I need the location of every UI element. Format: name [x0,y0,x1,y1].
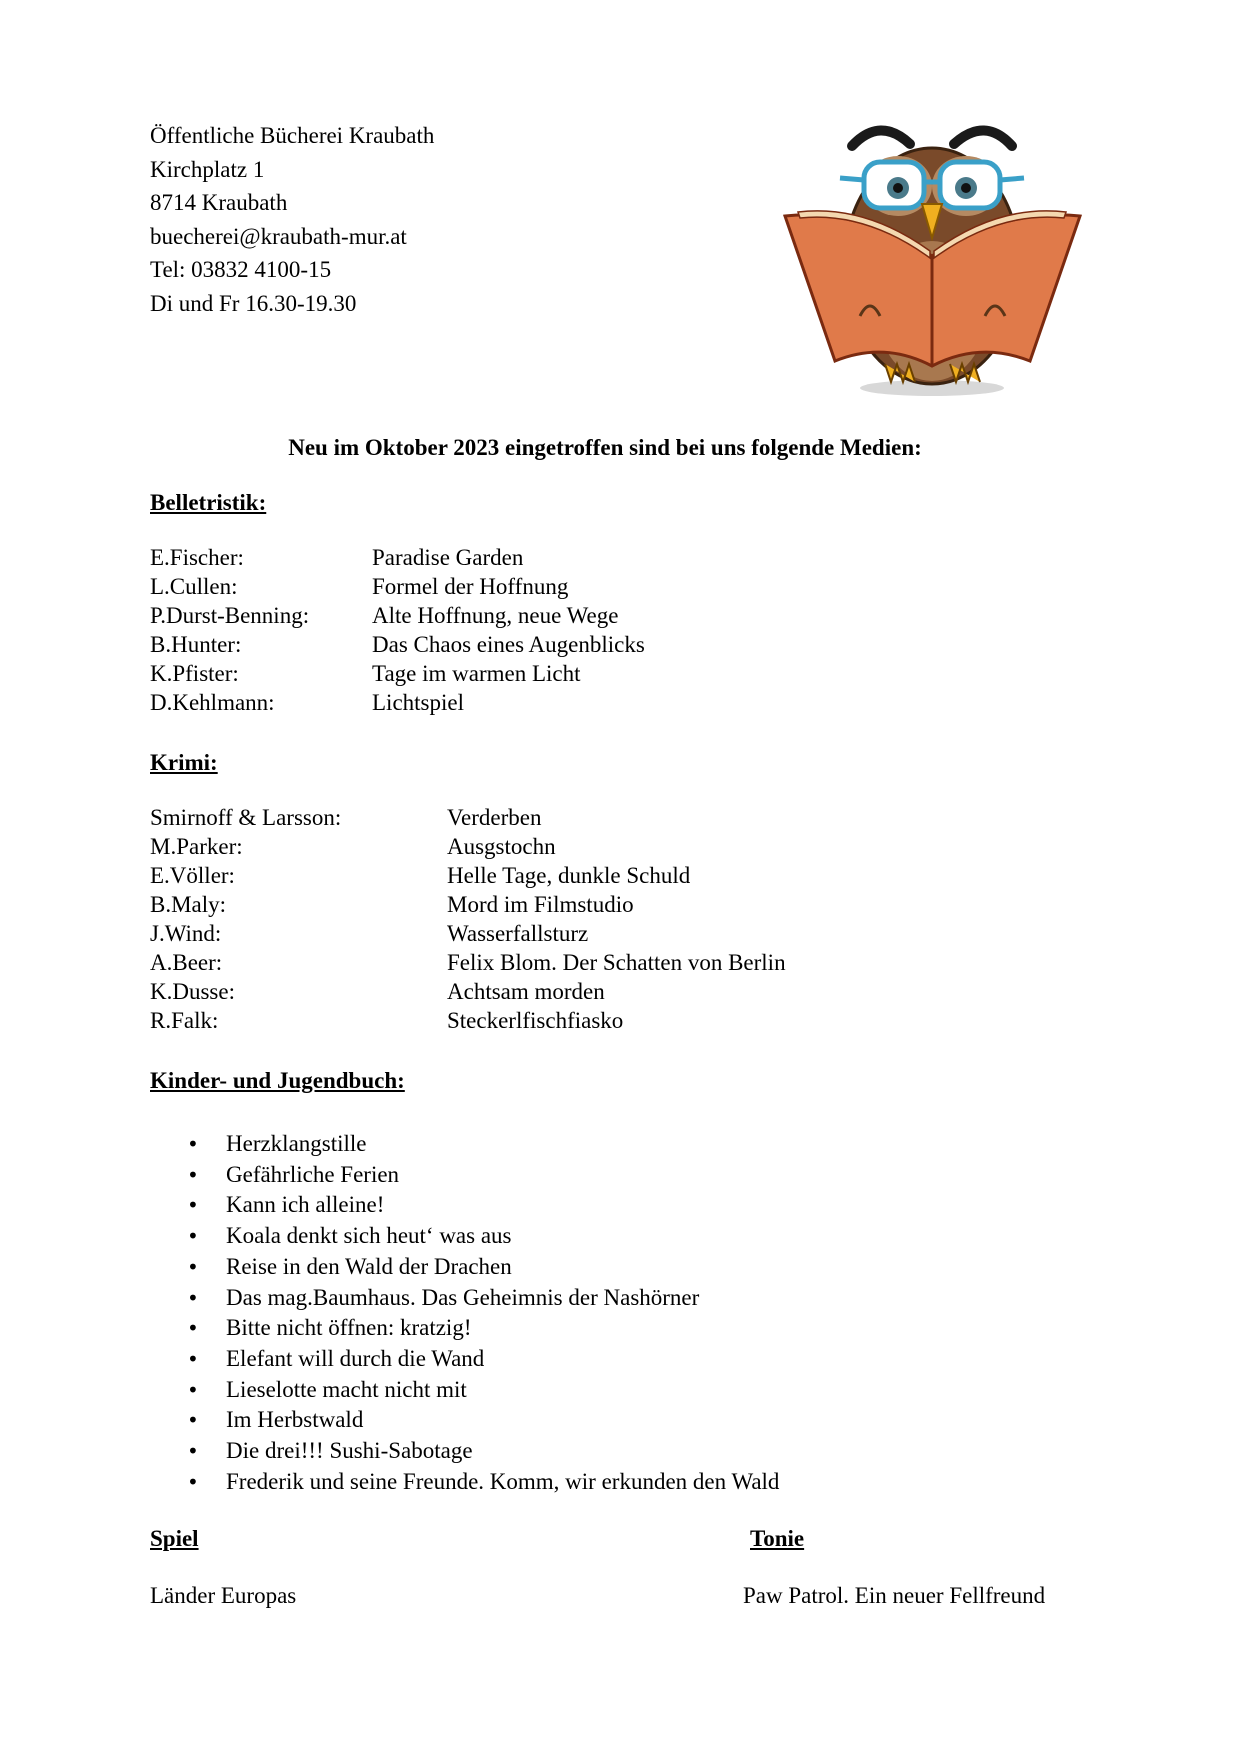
list-item: • Herzklangstille [150,1129,779,1160]
email: buecherei@kraubath-mur.at [150,223,407,249]
spiel-heading: Spiel [150,1526,199,1551]
list-item: • Lieselotte macht nicht mit [150,1375,779,1406]
list-item [150,543,645,572]
list-item [150,832,786,861]
book-title: Ausgstochn [447,834,556,859]
intro-heading: Neu im Oktober 2023 eingetroffen sind bei uns folgende Medien: [288,435,922,460]
library-name: Öffentliche Bücherei Kraubath [150,123,435,148]
list-item: • Frederik und seine Freunde. Komm, wir erkunden den Wald [150,1467,779,1498]
book-title: Lichtspiel [372,690,464,715]
list-item: • Bitte nicht öffnen: kratzig! [150,1313,779,1344]
krimi-list [150,803,786,1035]
list-item [150,861,786,890]
list-item: • Die drei!!! Sushi-Sabotage [150,1436,779,1467]
list-item: • Das mag.Baumhaus. Das Geheimnis der Nashörner [150,1283,779,1314]
list-item [150,919,786,948]
book-title: Das Chaos eines Augenblicks [372,632,645,657]
author: J.Wind: [150,921,222,946]
author: B.Hunter: [150,632,242,657]
library-address [150,119,434,320]
belletristik-list [150,543,645,717]
list-item: • Gefährliche Ferien [150,1160,779,1191]
tonie-value: Paw Patrol. Ein neuer Fellfreund [743,1583,1046,1608]
book-title: Achtsam morden [447,979,605,1004]
list-item: • Elefant will durch die Wand [150,1344,779,1375]
author: K.Dusse: [150,979,235,1004]
book-title: Wasserfallsturz [447,921,589,946]
book-title: Verderben [447,805,542,830]
list-item [150,659,645,688]
list-item: • Kann ich alleine! [150,1190,779,1221]
book-title: Felix Blom. Der Schatten von Berlin [447,950,786,975]
author: P.Durst-Benning: [150,603,310,628]
author: Smirnoff & Larsson: [150,805,342,830]
author: R.Falk: [150,1008,219,1033]
list-item: • Reise in den Wald der Drachen [150,1252,779,1283]
list-item: • Im Herbstwald [150,1405,779,1436]
list-item [150,572,645,601]
author: M.Parker: [150,834,243,859]
belletristik-heading: Belletristik: [150,490,267,515]
list-item [150,890,786,919]
author: K.Pfister: [150,661,239,686]
list-item [150,688,645,717]
spiel-value: Länder Europas [150,1583,297,1608]
book-title: Tage im warmen Licht [372,661,581,686]
author: D.Kehlmann: [150,690,275,715]
list-item [150,803,786,832]
kinder-heading: Kinder- und Jugendbuch: [150,1068,405,1093]
opening-hours: Di und Fr 16.30-19.30 [150,290,357,316]
krimi-heading: Krimi: [150,750,218,775]
list-item [150,630,645,659]
list-item [150,977,786,1006]
author: E.Fischer: [150,545,244,570]
book-title: Paradise Garden [372,545,524,570]
city: 8714 Kraubath [150,190,288,215]
book-title: Formel der Hoffnung [372,574,569,599]
author: B.Maly: [150,892,227,917]
street: Kirchplatz 1 [150,156,265,182]
tonie-heading: Tonie [750,1526,805,1551]
author: A.Beer: [150,950,223,975]
book-title: Mord im Filmstudio [447,892,634,917]
author: E.Völler: [150,863,235,888]
book-title: Steckerlfischfiasko [447,1008,624,1033]
list-item: • Koala denkt sich heut‘ was aus [150,1221,779,1252]
phone: Tel: 03832 4100-15 [150,257,332,282]
list-item [150,948,786,977]
reading-owl-icon [780,116,1085,401]
list-item [150,1006,786,1035]
book-title: Alte Hoffnung, neue Wege [372,603,619,628]
kinder-list [150,1129,779,1497]
author: L.Cullen: [150,574,238,599]
book-title: Helle Tage, dunkle Schuld [447,863,691,888]
list-item [150,601,645,630]
